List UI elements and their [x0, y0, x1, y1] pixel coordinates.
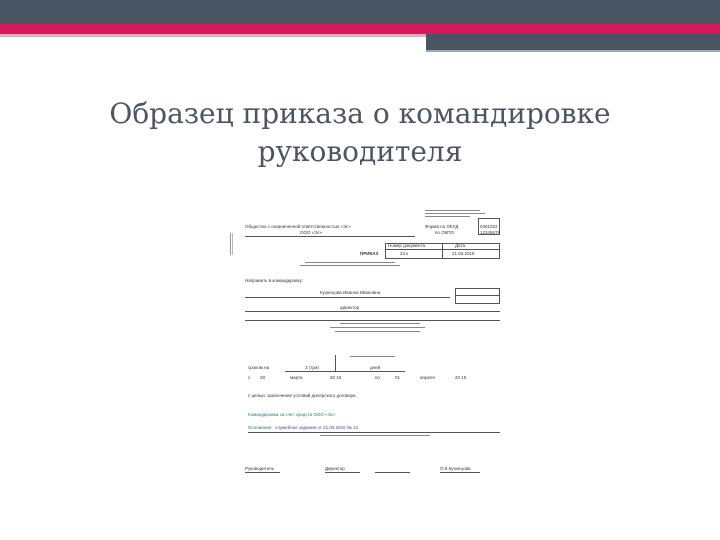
doc-number-header: Номер документа [388, 243, 426, 248]
period-underline-right [335, 371, 405, 372]
sign-position-underline [325, 472, 360, 473]
okpo-label: по ОКПО [435, 230, 455, 235]
accent-stripe-thin [0, 34, 426, 37]
destination-note-line [340, 323, 420, 324]
doc-header-note-line [425, 213, 485, 214]
doc-header-note-line [425, 216, 470, 217]
date-from-month: марта [290, 375, 303, 380]
period-box-left [335, 355, 336, 371]
sign-head-underline [245, 472, 280, 473]
order-title: ПРИКАЗ [360, 251, 379, 256]
date-from-label: с [248, 375, 251, 380]
form-code-label: Форма по ОКУД [425, 224, 459, 229]
sign-name-underline [440, 472, 480, 473]
basis-note-line [320, 435, 430, 436]
doc-left-mark [232, 233, 233, 255]
form-code: 0301022 [480, 224, 498, 229]
sign-name: О.К.Кузнецова [440, 466, 471, 471]
doc-header-note-line [425, 210, 480, 211]
trip-purpose: с целью: заключение условий дилерского договора [248, 393, 356, 398]
doc-left-mark [230, 233, 231, 255]
top-header-bar [0, 0, 720, 24]
tab-number-divider [455, 295, 500, 296]
destination-note-line [330, 327, 425, 328]
tab-number-box [455, 288, 500, 304]
order-number: 24 к [400, 251, 409, 256]
org-short-name: ООО «Эс» [300, 230, 323, 235]
signature-underline [375, 472, 410, 473]
order-date: 21.03.2016 [452, 251, 475, 256]
order-subtitle-line [300, 265, 400, 266]
okpo-code: 12345678 [480, 230, 501, 235]
date-to-day: 01 [395, 375, 401, 380]
position-underline [245, 311, 500, 312]
sign-head-label: Руководитель [245, 466, 274, 471]
employee-position: директор [340, 305, 360, 310]
date-from-year: 20 16 [330, 375, 342, 380]
accent-stripe [0, 24, 720, 34]
send-label: Направить в командировку: [245, 278, 304, 283]
order-subtitle-line [305, 262, 395, 263]
slide-title: Образец приказа о командировке руководителя [109, 97, 611, 168]
order-document-image [230, 200, 510, 490]
number-date-divider [442, 243, 443, 259]
basis-label: Основание: [248, 425, 273, 430]
trip-funding: Командировка за счет средств ООО «Эс» [248, 412, 336, 417]
date-header: Дата [455, 243, 465, 248]
org-name: Общество с ограниченной ответственностью «Эс» [245, 224, 351, 229]
org-underline [245, 236, 415, 237]
number-date-row-divider [385, 249, 500, 250]
department-underline [245, 320, 500, 321]
date-from-day: 28 [260, 375, 266, 380]
period-value: 3 (три) [305, 365, 319, 370]
employee-underline [245, 297, 450, 298]
sign-position: Директор [325, 466, 345, 471]
period-underline [285, 371, 335, 372]
date-to-label: по [375, 375, 380, 380]
basis-value: служебное задание от 21.03.2016 № 12 [275, 425, 358, 430]
period-unit: дней [370, 365, 381, 370]
period-label: сроком на [248, 365, 270, 370]
period-note-line [350, 356, 395, 357]
date-to-month: апреля [420, 375, 435, 380]
header-tab-block [426, 34, 720, 50]
destination-note-line [335, 331, 420, 332]
header-tab-underline [426, 50, 720, 52]
basis-underline [248, 432, 500, 433]
employee-name: Кузнецова Иванна Ивановна [320, 290, 381, 295]
date-to-year: 20 16 [455, 375, 467, 380]
